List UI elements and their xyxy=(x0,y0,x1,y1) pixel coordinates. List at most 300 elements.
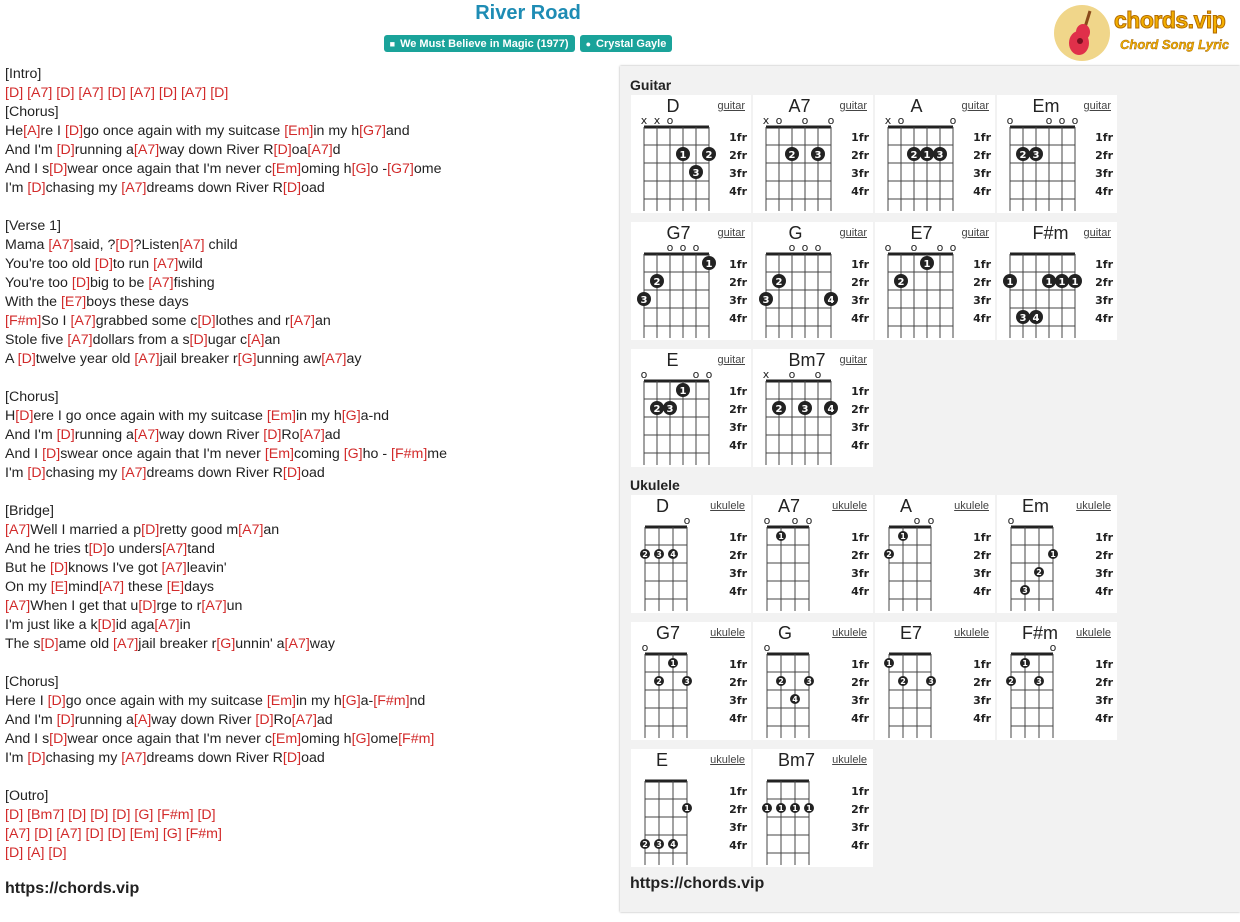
finger-number: 3 xyxy=(640,295,648,306)
chord-diagram-ukulele[interactable] xyxy=(631,495,751,613)
fretboard-diagram xyxy=(753,349,873,467)
lyric-line xyxy=(5,407,447,426)
chord-link[interactable]: [D] xyxy=(282,180,302,196)
finger-number: 2 xyxy=(653,404,661,415)
fret-label: 4fr xyxy=(1095,312,1113,325)
instrument-link[interactable]: guitar xyxy=(1083,227,1111,239)
chord-link[interactable]: [D] xyxy=(64,123,84,139)
chord-diagram-guitar[interactable] xyxy=(997,222,1117,340)
chord-link[interactable]: [D] xyxy=(56,712,75,728)
finger-number: 4 xyxy=(670,840,676,849)
chord-diagram-ukulele[interactable] xyxy=(875,495,995,613)
finger-number: 3 xyxy=(656,550,662,559)
finger-number: 2 xyxy=(775,277,783,288)
chord-name: A7 xyxy=(778,496,801,516)
chord-link[interactable]: [D] xyxy=(282,465,302,481)
chord-link[interactable]: [D] xyxy=(27,465,46,481)
lyric-text: fishing xyxy=(173,275,215,291)
lyric-text: I'm xyxy=(5,750,28,766)
chord-link[interactable]: [A] xyxy=(23,123,41,139)
lyric-text: Mama xyxy=(5,237,49,253)
fret-label: 1fr xyxy=(851,258,869,271)
chord-link[interactable]: [E7] xyxy=(60,294,87,310)
chord-link[interactable]: [G] xyxy=(237,351,257,367)
chord-diagram-ukulele[interactable] xyxy=(753,749,873,867)
chord-link[interactable]: [G7] xyxy=(387,161,414,177)
fretboard-diagram xyxy=(631,749,751,867)
fret-label: 1fr xyxy=(1095,658,1113,671)
chord-link[interactable]: [D] xyxy=(17,351,36,367)
fret-label: 3fr xyxy=(729,694,747,707)
lyric-line xyxy=(5,711,447,730)
chord-link[interactable]: [A7] xyxy=(284,636,310,652)
lyric-line xyxy=(5,768,447,787)
instrument-link[interactable]: guitar xyxy=(839,354,867,366)
fret-label: 3fr xyxy=(851,167,869,180)
chord-link[interactable]: [F#m] xyxy=(157,807,194,823)
chord-link[interactable]: [A7] xyxy=(5,598,31,614)
lyric-text: a-nd xyxy=(360,408,390,424)
chord-link[interactable]: [Em] xyxy=(266,693,296,709)
chord-link[interactable]: [A7] xyxy=(121,180,147,196)
chord-link[interactable]: [Em] xyxy=(271,731,302,747)
instrument-link[interactable]: ukulele xyxy=(954,500,989,512)
finger-number: 1 xyxy=(792,804,798,813)
lyric-text: Here I xyxy=(5,693,48,709)
chord-name: Bm7 xyxy=(788,350,826,370)
finger-number: 2 xyxy=(653,277,661,288)
chord-link[interactable]: [A7] xyxy=(121,750,147,766)
chord-link[interactable]: [A7] xyxy=(78,85,104,101)
chord-diagram-guitar[interactable] xyxy=(875,222,995,340)
fret-label: 3fr xyxy=(851,821,869,834)
fret-label: 4fr xyxy=(851,712,869,725)
fretboard-diagram xyxy=(631,495,751,613)
chord-diagram-guitar[interactable] xyxy=(753,222,873,340)
muted-string-marker: x xyxy=(762,114,770,127)
fret-label: 1fr xyxy=(729,131,747,144)
chord-link[interactable]: [D] xyxy=(138,598,157,614)
instrument-link[interactable]: ukulele xyxy=(832,754,867,766)
chord-link[interactable]: [D] xyxy=(197,807,216,823)
chord-name: G7 xyxy=(656,623,681,643)
chord-link[interactable]: [A7] xyxy=(299,427,325,443)
chord-link[interactable]: [D] xyxy=(158,85,178,101)
instrument-link[interactable]: ukulele xyxy=(1076,500,1111,512)
chord-diagram-guitar[interactable] xyxy=(997,95,1117,213)
site-url-right[interactable]: https://chords.vip xyxy=(630,875,765,892)
open-string-marker: o xyxy=(788,368,796,381)
finger-number: 2 xyxy=(1008,677,1014,686)
lyric-text: nd xyxy=(409,693,426,709)
chord-link[interactable]: [A7] xyxy=(48,237,74,253)
finger-number: 2 xyxy=(642,840,648,849)
fret-label: 1fr xyxy=(1095,258,1113,271)
lyric-line xyxy=(5,331,447,350)
chord-diagram-guitar[interactable] xyxy=(631,222,751,340)
chord-diagram-guitar[interactable] xyxy=(631,349,751,467)
chord-link[interactable]: [A7] xyxy=(291,712,317,728)
lyric-line xyxy=(5,445,447,464)
instrument-link[interactable]: ukulele xyxy=(954,627,989,639)
finger-number: 1 xyxy=(1006,277,1014,288)
chord-link[interactable]: [A7] xyxy=(56,826,82,842)
open-string-marker: o xyxy=(814,241,822,254)
lyric-text: ho - xyxy=(362,446,391,462)
chord-link[interactable]: [A7] xyxy=(161,560,187,576)
site-url-left[interactable]: https://chords.vip xyxy=(5,880,140,897)
chord-link[interactable]: [Bm7] xyxy=(27,807,65,823)
fret-label: 4fr xyxy=(851,585,869,598)
instrument-link[interactable]: guitar xyxy=(717,354,745,366)
finger-number: 2 xyxy=(897,277,905,288)
chord-link[interactable]: [A] xyxy=(247,332,265,348)
open-string-marker: o xyxy=(791,514,799,527)
open-string-marker: o xyxy=(692,368,700,381)
open-string-marker: o xyxy=(936,241,944,254)
chord-link[interactable]: [D] xyxy=(97,617,116,633)
instrument-link[interactable]: guitar xyxy=(839,227,867,239)
chord-link[interactable]: [A7] xyxy=(307,142,333,158)
instrument-link[interactable]: guitar xyxy=(961,227,989,239)
open-string-marker: o xyxy=(949,114,957,127)
open-string-marker: o xyxy=(1045,114,1053,127)
lyric-text: chasing my xyxy=(45,750,122,766)
open-string-marker: o xyxy=(814,368,822,381)
open-string-marker: o xyxy=(692,241,700,254)
chord-link[interactable]: [G] xyxy=(134,807,154,823)
chord-link[interactable]: [D] xyxy=(5,807,24,823)
chord-link[interactable]: [A7] xyxy=(148,275,174,291)
lyric-text: And he tries t xyxy=(5,541,89,557)
chord-link[interactable]: [A7] xyxy=(5,826,31,842)
chord-link[interactable]: [D] xyxy=(88,541,107,557)
lyric-text: way down River R xyxy=(159,142,274,158)
chord-link[interactable]: [D] xyxy=(49,731,68,747)
chord-link[interactable]: [D] xyxy=(115,237,134,253)
fret-label: 2fr xyxy=(851,149,869,162)
lyric-line xyxy=(5,141,447,160)
lyric-text: grabbed some c xyxy=(95,313,198,329)
chord-link[interactable]: [F#m] xyxy=(185,826,222,842)
chord-link[interactable]: [Em] xyxy=(264,446,294,462)
fret-label: 2fr xyxy=(973,549,991,562)
chord-link[interactable]: [D] xyxy=(56,427,75,443)
chord-diagram-guitar[interactable] xyxy=(753,95,873,213)
chord-link[interactable]: [D] xyxy=(189,332,208,348)
lyric-text: an xyxy=(314,313,331,329)
chord-link[interactable]: [D] xyxy=(5,845,24,861)
muted-string-marker: x xyxy=(640,114,648,127)
lyric-line xyxy=(5,654,447,673)
chord-link[interactable]: [D] xyxy=(263,427,282,443)
lyric-text: way xyxy=(309,636,336,652)
chord-link[interactable]: [A7] xyxy=(161,541,188,557)
chord-link[interactable]: [A7] xyxy=(70,313,96,329)
chord-link[interactable]: [A] xyxy=(133,712,152,728)
chord-diagram-ukulele[interactable] xyxy=(631,622,751,740)
fret-label: 2fr xyxy=(851,676,869,689)
fretboard-diagram xyxy=(997,95,1117,213)
guitar-section-title: Guitar xyxy=(630,77,672,93)
chord-link[interactable]: [D] xyxy=(197,313,216,329)
chord-link[interactable]: [Em] xyxy=(266,408,296,424)
fretboard-diagram xyxy=(753,495,873,613)
finger-number: 1 xyxy=(684,804,690,813)
chord-link[interactable]: [D] xyxy=(112,807,131,823)
open-string-marker: o xyxy=(1007,514,1015,527)
chord-link[interactable]: [D] xyxy=(49,161,68,177)
chord-link[interactable]: [E] xyxy=(50,579,69,595)
chord-link[interactable]: [D] xyxy=(49,560,69,576)
lyric-text: I'm xyxy=(5,180,28,196)
open-string-marker: o xyxy=(775,114,783,127)
lyric-text: and xyxy=(385,123,410,139)
chord-link[interactable]: [D] xyxy=(94,256,113,272)
chord-link[interactable]: [D] xyxy=(5,85,24,101)
instrument-link[interactable]: ukulele xyxy=(832,500,867,512)
chord-diagram-guitar[interactable] xyxy=(753,349,873,467)
chord-link[interactable]: [D] xyxy=(15,408,34,424)
instrument-link[interactable]: guitar xyxy=(961,100,989,112)
chord-link[interactable]: [D] xyxy=(282,750,302,766)
fret-label: 3fr xyxy=(973,694,991,707)
lyric-line xyxy=(5,806,447,825)
instrument-link[interactable]: guitar xyxy=(717,100,745,112)
chord-link[interactable]: [D] xyxy=(273,142,292,158)
fret-label: 2fr xyxy=(973,276,991,289)
artist-label: Crystal Gayle xyxy=(596,37,667,50)
lyric-text: running a xyxy=(74,712,134,728)
chord-link[interactable]: [A7] xyxy=(98,579,125,595)
chord-link[interactable]: [A7] xyxy=(133,142,160,158)
chord-link[interactable]: [A7] xyxy=(5,522,31,538)
chord-link[interactable]: [F#m] xyxy=(373,693,410,709)
lyric-text: You're too old xyxy=(5,256,95,272)
chord-link[interactable]: [F#m] xyxy=(398,731,435,747)
chord-link[interactable]: [G7] xyxy=(359,123,386,139)
chord-link[interactable]: [D] xyxy=(56,142,75,158)
lyric-text: And I s xyxy=(5,161,50,177)
lyric-text: But he xyxy=(5,560,50,576)
chord-link[interactable]: [D] xyxy=(47,693,66,709)
site-logo[interactable] xyxy=(1054,3,1234,63)
chord-link[interactable]: [G] xyxy=(351,161,371,177)
chord-link[interactable]: [D] xyxy=(85,826,104,842)
chord-link[interactable]: [G] xyxy=(216,636,236,652)
lyric-text: d xyxy=(332,142,341,158)
chord-link[interactable]: [D] xyxy=(71,275,91,291)
lyric-line xyxy=(5,787,447,806)
lyric-text: oming h xyxy=(301,161,352,177)
lyric-text: I'm just like a k xyxy=(5,617,98,633)
lyric-text: Ro xyxy=(273,712,292,728)
chord-link[interactable]: [D] xyxy=(42,446,61,462)
chord-link[interactable]: [A7] xyxy=(180,85,207,101)
lyric-line xyxy=(5,616,447,635)
chord-link[interactable]: [A7] xyxy=(27,85,53,101)
chord-link[interactable]: [D] xyxy=(27,750,46,766)
chord-link[interactable]: [D] xyxy=(27,180,46,196)
chord-link[interactable]: [A7] xyxy=(179,237,205,253)
chord-name: G xyxy=(778,623,793,643)
fret-label: 3fr xyxy=(973,294,991,307)
chord-link[interactable]: [A7] xyxy=(153,256,179,272)
chord-link[interactable]: [A7] xyxy=(238,522,264,538)
chord-link[interactable]: [D] xyxy=(56,85,75,101)
chord-link[interactable]: [G] xyxy=(343,446,363,462)
chord-link[interactable]: [D] xyxy=(255,712,274,728)
lyric-line xyxy=(5,502,447,521)
lyric-text: jail breaker r xyxy=(138,636,217,652)
lyric-text: oad xyxy=(301,465,325,481)
lyric-text: ugar c xyxy=(207,332,248,348)
fret-label: 2fr xyxy=(729,676,747,689)
chord-link[interactable]: [A7] xyxy=(113,636,139,652)
instrument-link[interactable]: guitar xyxy=(717,227,745,239)
fret-label: 2fr xyxy=(1095,549,1113,562)
lyric-text: running a xyxy=(74,142,134,158)
chord-link[interactable]: [A7] xyxy=(154,617,180,633)
chord-link[interactable]: [G] xyxy=(162,826,182,842)
album-badge[interactable] xyxy=(384,35,575,52)
fretboard-diagram xyxy=(875,222,995,340)
chord-link[interactable]: [A7] xyxy=(133,427,160,443)
lyric-text: me xyxy=(427,446,447,462)
chord-name: E7 xyxy=(900,623,923,643)
chord-link[interactable]: [D] xyxy=(34,826,53,842)
chord-link[interactable]: [D] xyxy=(141,522,160,538)
lyric-text: Stole five xyxy=(5,332,68,348)
chord-link[interactable]: [G] xyxy=(351,731,371,747)
instrument-link[interactable]: guitar xyxy=(1083,100,1111,112)
lyric-line xyxy=(5,464,447,483)
finger-number: 1 xyxy=(923,150,931,161)
chord-diagram-ukulele[interactable] xyxy=(997,495,1117,613)
chord-link[interactable]: [Em] xyxy=(129,826,159,842)
lyric-text: oad xyxy=(301,180,325,196)
chord-link[interactable]: [A7] xyxy=(121,465,147,481)
fret-label: 4fr xyxy=(729,185,747,198)
chord-link[interactable]: [A7] xyxy=(134,351,160,367)
song-title: River Road xyxy=(475,2,581,24)
logo-wordmark: chords.vip xyxy=(1114,7,1226,33)
lyric-text: chasing my xyxy=(45,180,122,196)
finger-number: 3 xyxy=(801,404,809,415)
instrument-link[interactable]: guitar xyxy=(839,100,867,112)
fretboard-diagram xyxy=(875,495,995,613)
lyric-text: dollars from a s xyxy=(92,332,190,348)
instrument-link[interactable]: ukulele xyxy=(710,627,745,639)
fret-label: 4fr xyxy=(851,439,869,452)
chord-link[interactable]: [Em] xyxy=(284,123,314,139)
lyric-text: [Chorus] xyxy=(5,389,59,405)
fret-label: 1fr xyxy=(851,785,869,798)
lyric-text: [Chorus] xyxy=(5,104,59,120)
lyric-line xyxy=(5,540,447,559)
finger-number: 1 xyxy=(778,804,784,813)
lyric-text: And I'm xyxy=(5,427,57,443)
chord-link[interactable]: [G] xyxy=(341,408,361,424)
chord-link[interactable]: [A7] xyxy=(289,313,315,329)
chord-diagram-ukulele[interactable] xyxy=(875,622,995,740)
fret-label: 2fr xyxy=(729,803,747,816)
chord-link[interactable]: [D] xyxy=(40,636,59,652)
fret-label: 1fr xyxy=(973,131,991,144)
album-icon: ■ xyxy=(389,38,396,49)
muted-string-marker: x xyxy=(884,114,892,127)
chord-link[interactable]: [A] xyxy=(27,845,45,861)
lyric-text: lothes and r xyxy=(215,313,290,329)
chord-link[interactable]: [Em] xyxy=(271,161,302,177)
fret-label: 1fr xyxy=(851,658,869,671)
lyric-line xyxy=(5,578,447,597)
open-string-marker: o xyxy=(705,368,713,381)
chord-diagram-ukulele[interactable] xyxy=(753,495,873,613)
chord-diagram-ukulele[interactable] xyxy=(997,622,1117,740)
fret-label: 2fr xyxy=(729,276,747,289)
artist-badge[interactable] xyxy=(580,35,673,52)
chord-diagram-ukulele[interactable] xyxy=(631,749,751,867)
chord-link[interactable]: [G] xyxy=(341,693,361,709)
fret-label: 3fr xyxy=(851,567,869,580)
chord-link[interactable]: [D] xyxy=(90,807,109,823)
chord-link[interactable]: [D] xyxy=(68,807,87,823)
fret-label: 4fr xyxy=(729,312,747,325)
lyric-line xyxy=(5,483,447,502)
muted-string-marker: x xyxy=(653,114,661,127)
fret-label: 4fr xyxy=(973,712,991,725)
chord-link[interactable]: [D] xyxy=(107,826,126,842)
chord-link[interactable]: [F#m] xyxy=(391,446,428,462)
instrument-link[interactable]: ukulele xyxy=(710,754,745,766)
lyric-line xyxy=(5,730,447,749)
chord-diagram-guitar[interactable] xyxy=(631,95,751,213)
lyric-text: an xyxy=(264,332,281,348)
chord-link[interactable]: [F#m] xyxy=(5,313,42,329)
finger-number: 1 xyxy=(1071,277,1079,288)
lyric-text: ere I go once again with my suitcase xyxy=(33,408,267,424)
finger-number: 1 xyxy=(764,804,770,813)
fret-label: 3fr xyxy=(973,567,991,580)
finger-number: 2 xyxy=(656,677,662,686)
chord-diagram-ukulele[interactable] xyxy=(753,622,873,740)
finger-number: 1 xyxy=(886,659,892,668)
instrument-link[interactable]: ukulele xyxy=(1076,627,1111,639)
lyric-text: boys these days xyxy=(86,294,189,310)
chord-link[interactable]: [D] xyxy=(107,85,126,101)
lyric-line xyxy=(5,559,447,578)
lyric-text: dreams down River R xyxy=(146,750,283,766)
chord-link[interactable]: [D] xyxy=(210,85,229,101)
chord-link[interactable]: [E] xyxy=(166,579,185,595)
open-string-marker: o xyxy=(897,114,905,127)
instrument-link[interactable]: ukulele xyxy=(710,500,745,512)
instrument-link[interactable]: ukulele xyxy=(832,627,867,639)
lyric-text: Ro xyxy=(281,427,300,443)
finger-number: 3 xyxy=(928,677,934,686)
fret-label: 2fr xyxy=(1095,149,1113,162)
chord-link[interactable]: [A7] xyxy=(67,332,93,348)
chord-diagram-guitar[interactable] xyxy=(875,95,995,213)
chord-link[interactable]: [A7] xyxy=(321,351,347,367)
chord-name: Em xyxy=(1032,96,1060,116)
finger-number: 2 xyxy=(900,677,906,686)
chord-link[interactable]: [A7] xyxy=(201,598,227,614)
finger-number: 1 xyxy=(806,804,812,813)
chord-link[interactable]: [A7] xyxy=(129,85,155,101)
chord-link[interactable]: [D] xyxy=(48,845,67,861)
